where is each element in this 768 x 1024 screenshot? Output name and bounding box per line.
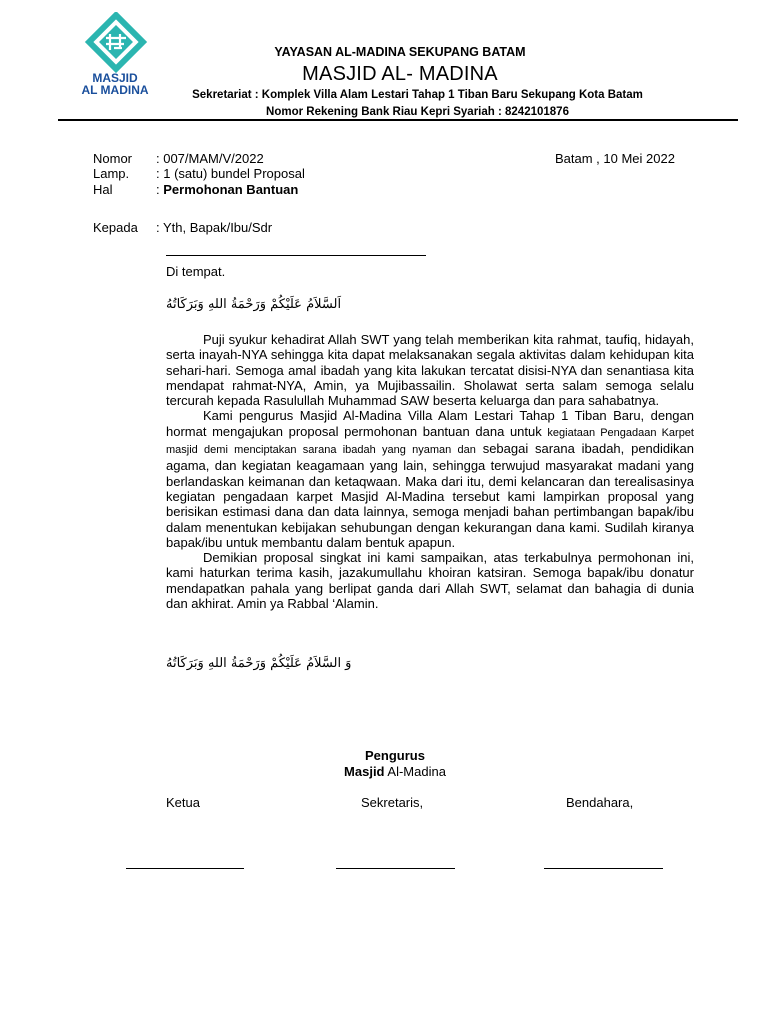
hal-label: Hal <box>93 182 113 197</box>
mosque-name: MASJID AL- MADINA <box>302 63 498 85</box>
foundation-name: YAYASAN AL-MADINA SEKUPANG BATAM <box>274 45 526 59</box>
paragraph-3: Demikian proposal singkat ini kami sampaikan, atas terkabulnya permohonan ini, kami haturkan terima kasih, jazakumullahu khoiran katsiran. Semoga bapak/ibu donatur mendapatkan pahala yang berlipat ganda dari Allah SWT, selamat dan bahagia di dunia dan akhirat. Amin ya Rabbal ‘Alamin. <box>166 550 694 612</box>
nomor-label: Nomor <box>93 151 133 166</box>
recipient-blank-line <box>166 255 426 256</box>
signature-org-rest: Al-Madina <box>384 764 446 779</box>
di-tempat: Di tempat. <box>166 264 226 279</box>
bendahara-label: Bendahara, <box>566 795 634 810</box>
kepada-label: Kepada <box>93 220 138 235</box>
secretariat-address: Sekretariat : Komplek Villa Alam Lestari Tahap 1 Tiban Baru Sekupang Kota Batam <box>192 89 643 101</box>
hal-subject: Permohonan Bantuan <box>163 182 299 197</box>
paragraph-2-part-b: kegiataan Pengadaan Karpet masjid demi menciptakan sarana ibadah yang nyaman dan <box>166 426 694 457</box>
place-date: Batam , 10 Mei 2022 <box>555 151 675 166</box>
sekretaris-label: Sekretaris, <box>361 795 424 810</box>
lamp-value: : 1 (satu) bundel Proposal <box>156 166 305 181</box>
paragraph-1: Puji syukur kehadirat Allah SWT yang telah memberikan kita rahmat, taufiq, hidayah, serta inayah-NYA sehingga kita dapat melaksanakan segala aktivitas dalam kehidupan kita sehari-hari. Semoga amal ibadah yang kita lakukan tercatat disisi-NYA dan senantiasa kita mendapat rahmat-NYA, Amin, ya Mujibassailin. Sholawat serta salam semoga selalu tercurah kepada Rasulullah Muhammad SAW beserta keluarga dan para sahabatnya. <box>166 332 694 409</box>
lamp-label: Lamp. <box>93 166 130 181</box>
hal-value <box>156 182 298 198</box>
signature-org <box>280 764 510 779</box>
paragraph-2-part-c: sebagai sarana ibadah, pendidikan agama, dan kegiatan keagamaan yang lain, sehingga terwujud masyarakat madani yang berlandaskan keimanan dan ketaqwaan. Maka dari itu, demi kelancaran dan terealisasinya kegiatan pengadaan karpet Masjid Al-Madina tersebut kami lampirkan proposal yang berisikan estimasi dana dan data lainnya, semoga menjadi bahan pertimbangan bapak/ibu dalam menentukan kebijakan sehubungan dengan kekurangan dana kami. Sudilah kiranya bapak/ibu untuk membantu dalam bentuk apapun. <box>166 441 694 550</box>
paragraph-2-part-a: Kami pengurus Masjid Al-Madina Villa Alam Lestari Tahap 1 Tiban Baru, dengan hormat mengajukan proposal permohonan bantuan dana untuk <box>166 408 694 439</box>
ketua-label: Ketua <box>166 795 200 810</box>
kepada-value: : Yth, Bapak/Ibu/Sdr <box>156 220 273 235</box>
salam-opening: اَلسَّلاَمُ عَلَيْكُمْ وَرَحْمَةُ اللهِ وَبَرَكَاتُهُ <box>166 297 342 312</box>
bendahara-signature-line <box>544 868 663 869</box>
salam-closing: وَ السَّلاَمُ عَلَيْكُمْ وَرَحْمَةُ اللهِ وَبَرَكَاتُهُ <box>166 656 352 671</box>
signature-heading: Pengurus <box>365 748 425 763</box>
ketua-signature-line <box>126 868 244 869</box>
letter-body <box>166 332 694 611</box>
signature-org-bold: Masjid <box>344 764 385 779</box>
bank-account: Nomor Rekening Bank Riau Kepri Syariah : 8242101876 <box>266 106 569 118</box>
nomor-value: : 007/MAM/V/2022 <box>156 151 264 166</box>
letterhead-divider <box>58 119 738 121</box>
hal-colon: : <box>156 182 164 197</box>
logo-wordmark: MASJID AL MADINA <box>81 71 149 97</box>
sekretaris-signature-line <box>336 868 455 869</box>
paragraph-2 <box>166 408 694 550</box>
